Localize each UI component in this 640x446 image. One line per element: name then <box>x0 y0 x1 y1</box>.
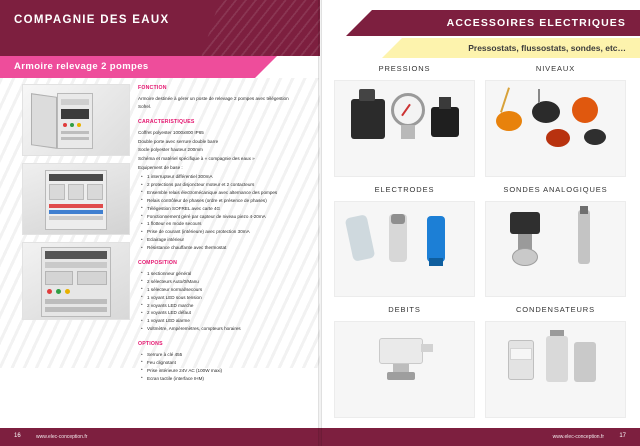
product-photo-cabinet-open <box>22 84 130 156</box>
list-item: • 1 flotteur en mode secours <box>144 220 303 228</box>
list-item: • 1 sectionneur général <box>144 270 303 278</box>
right-footer-website[interactable]: www.elec-conception.fr <box>552 433 604 440</box>
category-image-sondes <box>485 201 626 298</box>
list-item: • Fonctionnement géré par capteur de niveau piezo 4-20mA <box>144 213 303 221</box>
right-subtitle: Pressostats, flussostats, sondes, etc… <box>468 42 626 53</box>
right-header-band <box>372 10 640 36</box>
list-item: • 1 voyant LED alarme <box>144 317 303 325</box>
left-subtitle-band <box>0 56 255 78</box>
list-item: • Télégestion SOFREL avec carte 4G <box>144 205 303 213</box>
category-niveaux[interactable] <box>485 64 626 179</box>
section-options-title: OPTIONS <box>138 341 163 348</box>
caract-line-3: Socle polyester hauteur 200mm <box>138 147 203 153</box>
category-sondes-analogiques[interactable] <box>485 185 626 300</box>
caract-line-1: Coffret polyester 1000x800 IP65 <box>138 129 204 135</box>
category-condensateurs[interactable] <box>485 305 626 420</box>
left-page-number: 16 <box>14 433 21 439</box>
list-item: • 1 sélecteur normal/secours <box>144 286 303 294</box>
accessories-grid <box>334 64 626 420</box>
section-options <box>138 340 303 383</box>
category-label: CONDENSATEURS <box>515 305 596 315</box>
right-page <box>320 0 640 446</box>
category-label: ELECTRODES <box>374 184 435 194</box>
section-fonction-paragraph: Armoire destinée à gérer un poste de relevage 2 pompes avec télégestion Sofrel. <box>138 95 289 109</box>
section-composition <box>138 259 303 333</box>
category-electrodes[interactable] <box>334 185 475 300</box>
category-image-pressions <box>334 80 475 177</box>
section-caracteristiques <box>138 118 303 252</box>
category-image-debits <box>334 321 475 418</box>
category-label: SONDES ANALOGIQUES <box>503 184 608 194</box>
section-fonction-title: FONCTION <box>138 85 167 91</box>
right-page-footer <box>320 428 640 446</box>
left-footer-website[interactable]: www.elec-conception.fr <box>36 433 88 440</box>
left-subtitle: Armoire relevage 2 pompes <box>14 61 149 72</box>
category-debits[interactable] <box>334 305 475 420</box>
list-item: • 2 protections par disjoncteur moteur et 2 contacteurs <box>144 181 303 189</box>
list-item: • Résistance chauffante avec thermostat <box>144 244 303 252</box>
category-label: NIVEAUX <box>535 64 576 73</box>
right-subtitle-band <box>402 38 640 58</box>
composition-list <box>138 270 303 333</box>
list-item: • Relais contrôleur de phases (ordre et présence de phases) <box>144 197 303 205</box>
caract-line-5: Equipement de base : <box>138 165 183 171</box>
caract-line-2: Double porte avec serrure double barre <box>138 138 219 144</box>
section-composition-title: COMPOSITION <box>138 260 178 267</box>
right-page-header <box>320 0 640 56</box>
list-item: • 2 voyants LED marche <box>144 302 303 310</box>
category-label: PRESSIONS <box>378 64 431 73</box>
left-specifications <box>138 84 303 383</box>
section-caracteristiques-title: CARACTERISTIQUES <box>138 118 195 125</box>
list-item: • Feu clignotant <box>144 359 303 367</box>
right-header-title: ACCESSOIRES ELECTRIQUES <box>446 17 626 29</box>
list-item: • Prise de courant (intérieure) avec protection 30mA <box>144 228 303 236</box>
header-diagonal-pattern <box>197 0 320 56</box>
list-item: • Serrure à clé 455 <box>144 351 303 359</box>
left-header-title: COMPAGNIE DES EAUX <box>14 14 170 26</box>
list-item: • Prise intérieure 24V AC (100W maxi) <box>144 367 303 375</box>
list-item: • 1 voyant LED sous tension <box>144 294 303 302</box>
list-item: • Voltmètre, Ampèremètres, compteurs horaires <box>144 325 303 333</box>
list-item: • 1 interrupteur différentiel 300mA <box>144 173 303 181</box>
right-page-number: 17 <box>619 433 626 439</box>
product-photo-cabinet-wired <box>22 163 130 235</box>
caract-list <box>138 173 303 252</box>
list-item: • 2 voyants LED défaut <box>144 309 303 317</box>
list-item: • Ensemble relais électromécanique avec alternance des pompes <box>144 189 303 197</box>
section-fonction <box>138 84 303 111</box>
list-item: • 2 sélecteurs Auto/0/Manu <box>144 278 303 286</box>
category-image-electrodes <box>334 201 475 298</box>
options-list <box>138 351 303 383</box>
category-pressions[interactable] <box>334 64 475 179</box>
list-item: • Ecran tactile (interface IHM) <box>144 375 303 383</box>
category-image-condensateurs <box>485 321 626 418</box>
product-photo-cabinet-full <box>22 242 130 320</box>
product-photo-column <box>22 84 130 327</box>
caract-line-4: Schéma et matériel spécifique à « compagnie des eaux » <box>138 156 255 162</box>
left-page-header <box>0 0 320 56</box>
category-image-niveaux <box>485 80 626 177</box>
list-item: • Eclairage intérieur <box>144 236 303 244</box>
category-label: DEBITS <box>388 305 421 315</box>
left-page-footer <box>0 428 320 446</box>
